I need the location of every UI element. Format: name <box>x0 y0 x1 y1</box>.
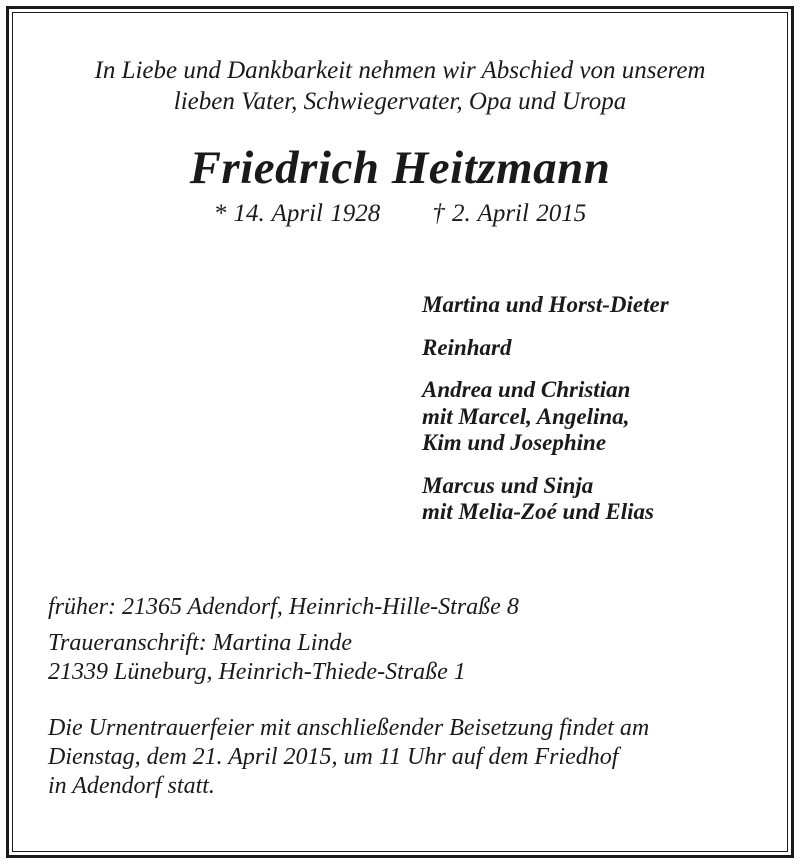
death-date: † 2. April 2015 <box>432 200 587 227</box>
life-dates <box>0 199 800 229</box>
family-line: mit Melia-Zoé und Elias <box>422 499 654 524</box>
family-group <box>422 292 669 319</box>
intro-text <box>0 55 800 117</box>
family-line: Kim und Josephine <box>422 430 607 455</box>
family-line: Martina und Horst-Dieter <box>422 292 669 317</box>
intro-line-1: In Liebe und Dankbarkeit nehmen wir Abschied von unserem <box>94 57 706 84</box>
mourning-address: 21339 Lüneburg, Heinrich-Thiede-Straße 1 <box>48 659 466 685</box>
service-line-2: Dienstag, dem 21. April 2015, um 11 Uhr auf dem Friedhof <box>48 744 619 770</box>
family-line: Marcus und Sinja <box>422 472 594 498</box>
address-block <box>48 593 519 687</box>
family-line: Andrea und Christian <box>422 377 631 402</box>
family-group <box>422 335 669 362</box>
mourning-address-label: Traueranschrift: Martina Linde <box>48 630 353 656</box>
service-notice <box>48 714 649 801</box>
family-list <box>422 292 669 542</box>
family-line: Reinhard <box>422 334 512 360</box>
birth-date: * 14. April 1928 <box>213 200 381 227</box>
service-line-3: in Adendorf statt. <box>48 773 215 799</box>
family-group <box>422 377 669 457</box>
family-line: mit Marcel, Angelina, <box>422 403 630 429</box>
former-address: früher: 21365 Adendorf, Heinrich-Hille-Straße 8 <box>48 594 519 620</box>
intro-line-2: lieben Vater, Schwiegervater, Opa und Uropa <box>173 88 627 115</box>
family-group <box>422 473 669 526</box>
service-line-1: Die Urnentrauerfeier mit anschließender Beisetzung findet am <box>48 715 650 741</box>
deceased-name: Friedrich Heitzmann <box>189 142 611 194</box>
